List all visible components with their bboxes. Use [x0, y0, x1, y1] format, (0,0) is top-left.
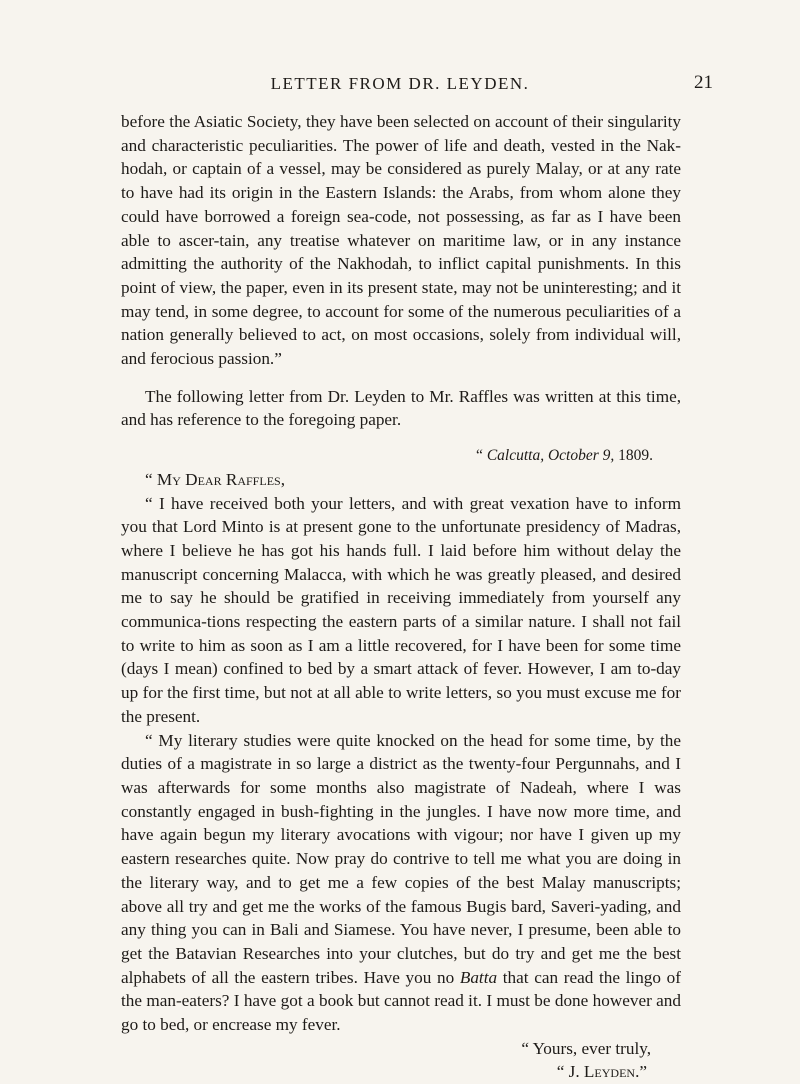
paragraph-intro: The following letter from Dr. Leyden to Mr. Raffles was written at this time, and has reference to the foregoing paper.: [121, 386, 681, 430]
letter-dateline: [121, 444, 681, 468]
letter-salutation: “ My Dear Raffles,: [145, 469, 285, 489]
letter-paragraph-2-end: that can read the lingo of the man-eaters? I have got a book but cannot read it. I must be done however and go to bed, or encrease my fever.: [121, 967, 681, 1035]
running-title: LETTER FROM DR. LEYDEN.: [270, 74, 530, 93]
letter-signature: “ J. Leyden.”: [556, 1062, 647, 1082]
dateline-open-quote: “: [476, 447, 487, 465]
letter-paragraph-2-italic: Batta: [459, 967, 498, 987]
letter-paragraph-2: [121, 729, 681, 1037]
letter-closing: “ Yours, ever truly,: [521, 1038, 651, 1058]
paragraph-continuation: before the Asiatic Society, they have been selected on account of their singularity and characteristic peculiarities. The power of life and death, vested in the Nak-hodah, or captain of a vessel, may be considered as purely Malay, or at any rate to have had its origin in the Eastern Islands: the Arabs, from whom alone they could have borrowed a foreign sea-code, not possessing, as far as I have been able to ascer-tain, any treatise whatever on maritime law, or in any instance admitting the authority of the Nakhodah, to inflict capital punishments. In this point of view, the paper, even in its present state, may not be uninteresting; and it may tend, in some degree, to account for some of the numerous peculiarities of a nation generally believed to act, on most occasions, solely from individual will, and ferocious passion.”: [121, 112, 681, 369]
running-head: [0, 72, 800, 102]
letter-paragraph-1: “ I have received both your letters, and with great vexation have to inform you that Lord Minto is at present gone to the unfortunate presidency of Madras, where I believe he has got his hands full. I laid before him without delay the manuscript concerning Malacca, with which he was greatly pleased, and desired me to say he should be gratified in receiving immediately from yourself any communica-tions respecting the eastern parts of a similar nature. I shall not fail to write to him as soon as I am a little recovered, for I have been for some time (days I mean) confined to bed by a smart attack of fever. However, I am to-day up for the first time, but not at all able to write letters, so you must excuse me for the present.: [121, 493, 681, 726]
letter-paragraph-2-start: “ My literary studies were quite knocked on the head for some time, by the duties of a magistrate in so large a district as the twenty-four Pergunnahs, and I was afterwards for some months also magistrate of Nadeah, where I was constantly engaged in bush-fighting in the jungles. I have now more time, and have again begun my literary avocations with vigour; nor have I given up my eastern researches quite. Now pray do contrive to tell me what you are doing in the literary way, and to get me a few copies of the best Malay manuscripts; above all try and get me the works of the famous Bugis bard, Saveri-yading, and any thing you can in Bali and Siamese. You have never, I presume, been able to get the Batavian Researches into your clutches, but do try and get me the best alphabets of all the eastern tribes. Have you no: [121, 730, 681, 987]
dateline-place: Calcutta, October 9,: [486, 447, 615, 465]
dateline-year: 1809.: [614, 447, 653, 465]
body-text: [121, 110, 681, 1084]
page-number: 21: [694, 72, 713, 93]
